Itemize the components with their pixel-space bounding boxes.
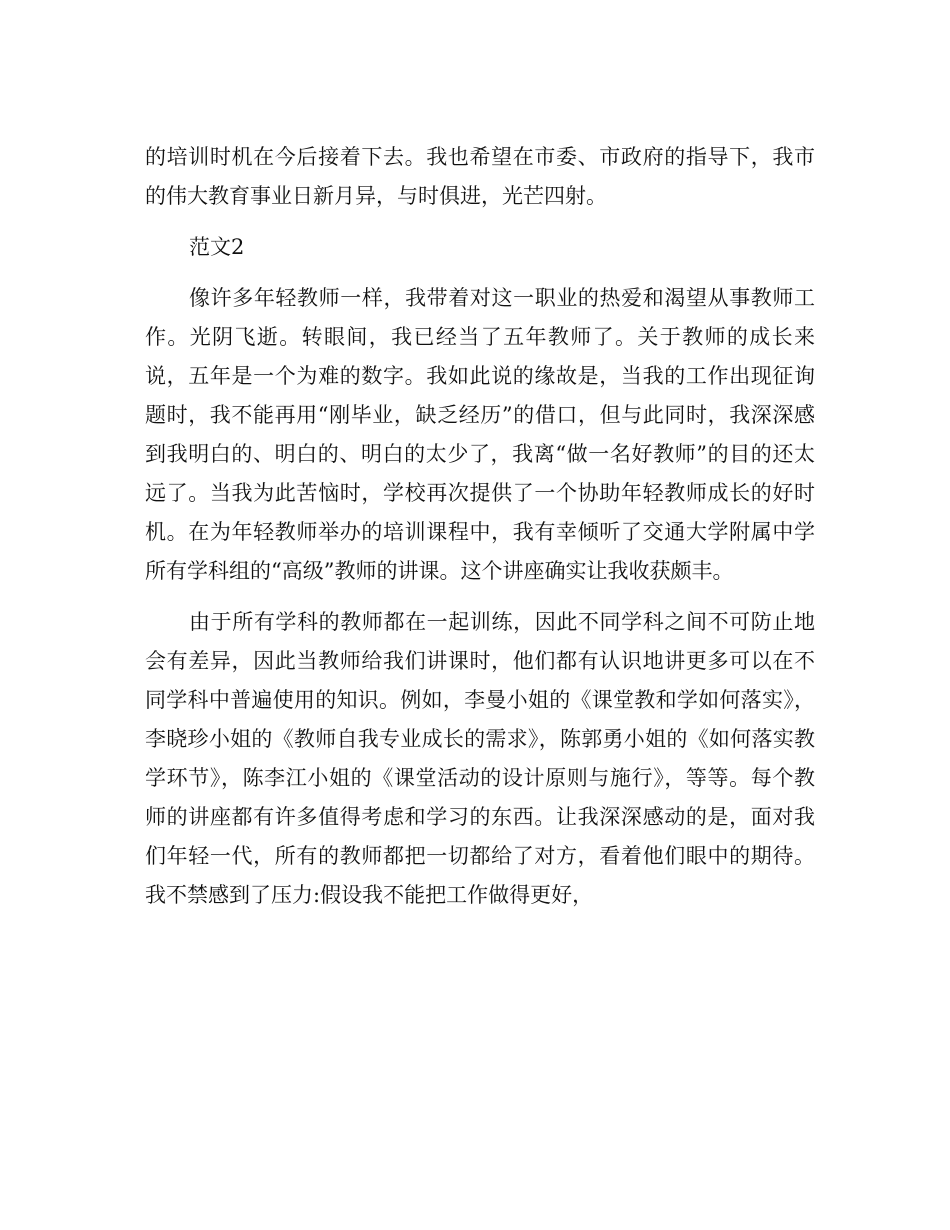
paragraph-continuation: 的培训时机在今后接着下去。我也希望在市委、市政府的指导下，我市的伟大教育事业日新月异，与时俱进，光芒四射。: [145, 145, 815, 208]
paragraph: 像许多年轻教师一样，我带着对这一职业的热爱和渴望从事教师工作。光阴飞逝。转眼间，我已经当了五年教师了。关于教师的成长来说，五年是一个为难的数字。我如此说的缘故是，当我的工作出现征询题时，我不能再用“刚毕业，缺乏经历”的借口，但与此同时，我深深感到我明白的、明白的、明白的太少了，我离“做一名好教师”的目的还太远了。当我为此苦恼时，学校再次提供了一个协助年轻教师成长的好时机。在为年轻教师举办的培训课程中，我有幸倾听了交通大学附属中学所有学科组的“高级”教师的讲课。这个讲座确实让我收获颇丰。: [145, 286, 815, 583]
body-text: [145, 138, 815, 915]
paragraph: 由于所有学科的教师都在一起训练，因此不同学科之间不可防止地会有差异，因此当教师给我们讲课时，他们都有认识地讲更多可以在不同学科中普遍使用的知识。例如，李曼小姐的《课堂教和学如何落实》，李晓珍小姐的《教师自我专业成长的需求》，陈郭勇小姐的《如何落实教学环节》，陈李江小姐的《课堂活动的设计原则与施行》，等等。每个教师的讲座都有许多值得考虑和学习的东西。让我深深感动的是，面对我们年轻一代，所有的教师都把一切都给了对方，看着他们眼中的期待。我不禁感到了压力:假设我不能把工作做得更好，: [145, 610, 815, 907]
section-heading: 范文2: [189, 235, 245, 259]
